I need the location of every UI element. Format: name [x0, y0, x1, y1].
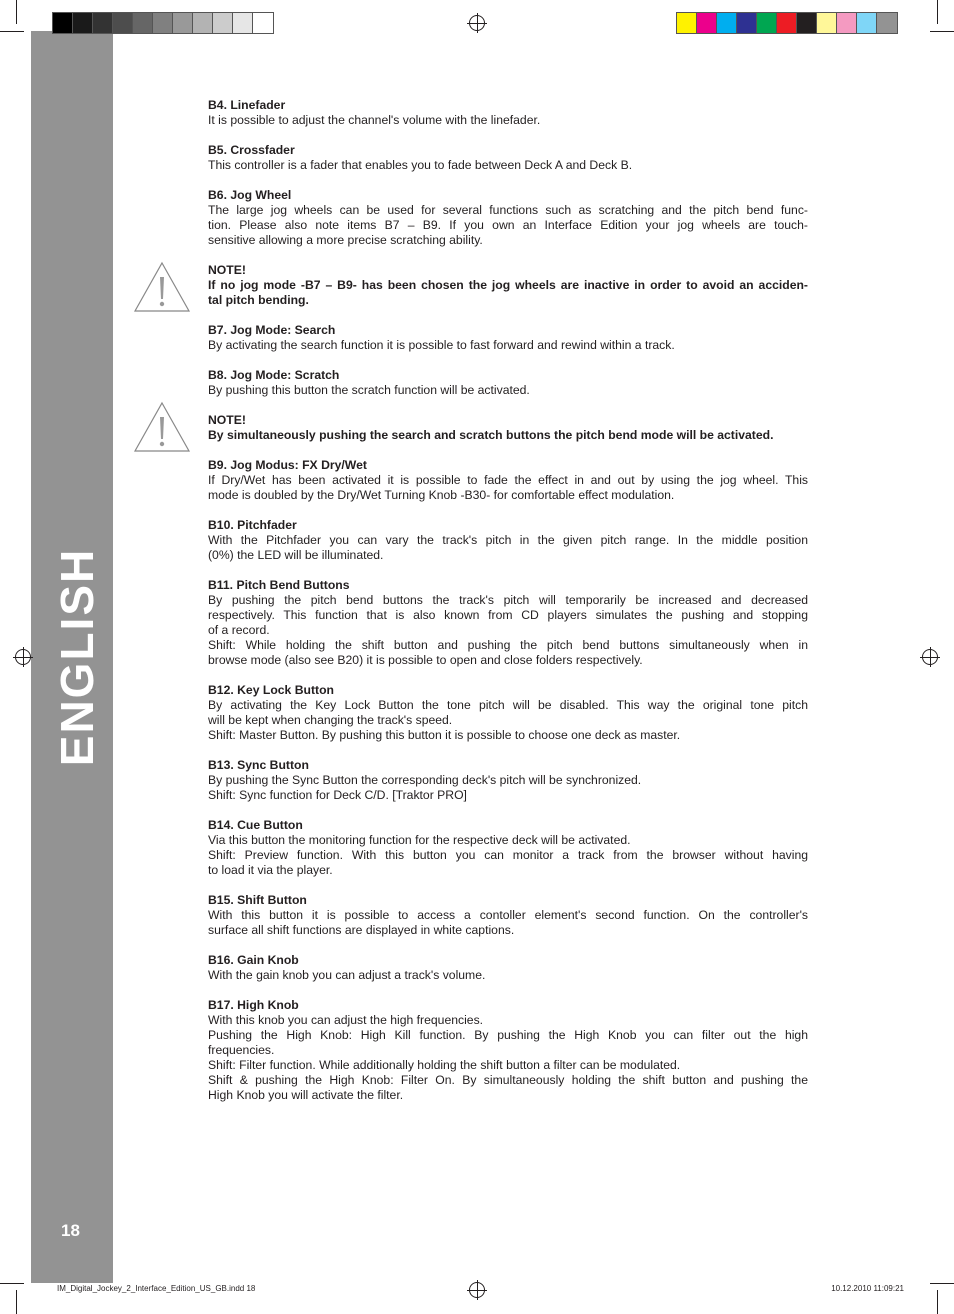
section-heading: B10. Pitchfader — [208, 518, 297, 532]
section-heading: B17. High Knob — [208, 998, 299, 1012]
text-line: respectively. This function that is also known from CD players simulates the pushing and stopping — [208, 608, 808, 622]
text-line: Pushing the High Knob: High Kill function. By pushing the High Knob you can filter out the high — [208, 1028, 808, 1042]
section-heading: B15. Shift Button — [208, 893, 307, 907]
section — [208, 458, 808, 503]
text-line: tal pitch bending. — [208, 293, 309, 307]
registration-mark-icon — [15, 649, 31, 665]
grayscale-calibration-bar — [52, 12, 274, 34]
text-line: Shift: Sync function for Deck C/D. [Traktor PRO] — [208, 788, 467, 802]
color-swatch — [173, 13, 193, 33]
section — [208, 818, 808, 878]
note-heading: NOTE! — [208, 413, 246, 427]
section-heading: B14. Cue Button — [208, 818, 303, 832]
text-line: By activating the Key Lock Button the tone pitch will be disabled. This way the original tone pitch — [208, 698, 808, 712]
section — [208, 998, 808, 1103]
section — [208, 518, 808, 563]
section — [208, 758, 808, 803]
section — [208, 188, 808, 248]
section — [208, 368, 808, 398]
text-line: Shift: Preview function. With this button you can monitor a track from the browser without having — [208, 848, 808, 862]
color-swatch — [717, 13, 737, 33]
text-line: This controller is a fader that enables you to fade between Deck A and Deck B. — [208, 158, 633, 172]
text-line: With the gain knob you can adjust a track's volume. — [208, 968, 486, 982]
text-line: By pushing this button the scratch function will be activated. — [208, 383, 530, 397]
crop-mark — [930, 1283, 954, 1284]
color-swatch — [677, 13, 697, 33]
crop-mark — [0, 1283, 24, 1284]
text-line: Shift: Filter function. While additionally holding the shift button a filter can be modulated. — [208, 1058, 681, 1072]
text-line: sensitive allowing a more precise scratching ability. — [208, 233, 483, 247]
color-swatch — [697, 13, 717, 33]
text-line: mode is doubled by the Dry/Wet Turning Knob -B30- for comfortable effect modulation. — [208, 488, 675, 502]
text-line: If Dry/Wet has been activated it is possible to fade the effect in and out by using the jog wheel. This — [208, 473, 808, 487]
color-calibration-bar — [676, 12, 898, 34]
language-label: ENGLISH — [51, 547, 103, 767]
footer-filename: IM_Digital_Jockey_2_Interface_Edition_US_GB.indd 18 — [57, 1284, 256, 1293]
color-swatch — [73, 13, 93, 33]
crop-mark — [16, 1290, 17, 1314]
text-line: With this knob you can adjust the high frequencies. — [208, 1013, 484, 1027]
color-swatch — [797, 13, 817, 33]
color-swatch — [877, 13, 897, 33]
text-line: tion. Please also note items B7 – B9. If you own an Interface Edition your jog wheels are touch- — [208, 218, 808, 232]
text-line: of a record. — [208, 623, 270, 637]
text-line: frequencies. — [208, 1043, 275, 1057]
section-heading: B11. Pitch Bend Buttons — [208, 578, 350, 592]
crop-mark — [16, 0, 17, 24]
text-line: With this button it is possible to access a contoller element's second function. On the controller's — [208, 908, 808, 922]
section-heading: B5. Crossfader — [208, 143, 295, 157]
color-swatch — [837, 13, 857, 33]
color-swatch — [93, 13, 113, 33]
color-swatch — [233, 13, 253, 33]
text-line: Shift: While holding the shift button and pushing the pitch bend buttons simultaneously when in — [208, 638, 808, 652]
color-swatch — [113, 13, 133, 33]
color-swatch — [133, 13, 153, 33]
section-heading: B7. Jog Mode: Search — [208, 323, 336, 337]
warning-icon — [133, 261, 191, 313]
color-swatch — [737, 13, 757, 33]
color-swatch — [193, 13, 213, 33]
section — [208, 143, 808, 173]
warning-icon — [133, 401, 191, 453]
section — [208, 323, 808, 353]
color-swatch — [213, 13, 233, 33]
crop-mark — [937, 0, 938, 24]
registration-mark-icon — [469, 15, 485, 31]
section — [208, 98, 808, 128]
section — [208, 683, 808, 743]
text-line: Shift & pushing the High Knob: Filter On. By simultaneously holding the shift button and pushing the — [208, 1073, 808, 1087]
text-line: By activating the search function it is possible to fast forward and rewind within a track. — [208, 338, 675, 352]
text-line: High Knob you will activate the filter. — [208, 1088, 404, 1102]
text-line: will be kept when changing the track's speed. — [208, 713, 453, 727]
text-line: (0%) the LED will be illuminated. — [208, 548, 384, 562]
registration-mark-icon — [922, 649, 938, 665]
section-heading: B4. Linefader — [208, 98, 286, 112]
crop-mark — [930, 31, 954, 32]
color-swatch — [53, 13, 73, 33]
color-swatch — [153, 13, 173, 33]
section — [208, 893, 808, 938]
registration-mark-icon — [469, 1282, 485, 1298]
section-heading: B16. Gain Knob — [208, 953, 299, 967]
section-heading: B8. Jog Mode: Scratch — [208, 368, 340, 382]
text-line: By simultaneously pushing the search and scratch buttons the pitch bend mode will be activated. — [208, 428, 774, 442]
note-heading: NOTE! — [208, 263, 246, 277]
section — [208, 953, 808, 983]
color-swatch — [777, 13, 797, 33]
crop-mark — [937, 1290, 938, 1314]
note-section — [208, 413, 808, 443]
section — [208, 578, 808, 668]
section-heading: B6. Jog Wheel — [208, 188, 292, 202]
footer-timestamp: 10.12.2010 11:09:21 — [831, 1284, 904, 1293]
document-body — [208, 98, 808, 1118]
crop-mark — [0, 31, 24, 32]
text-line: The large jog wheels can be used for several functions such as scratching and the pitch bend func- — [208, 203, 808, 217]
text-line: By pushing the pitch bend buttons the track's pitch will temporarily be increased and decreased — [208, 593, 808, 607]
text-line: It is possible to adjust the channel's volume with the linefader. — [208, 113, 541, 127]
text-line: Via this button the monitoring function for the respective deck will be activated. — [208, 833, 631, 847]
section-heading: B12. Key Lock Button — [208, 683, 334, 697]
text-line: browse mode (also see B20) it is possible to open and close folders respectively. — [208, 653, 643, 667]
color-swatch — [817, 13, 837, 33]
text-line: surface all shift functions are displayed in white captions. — [208, 923, 515, 937]
section-heading: B9. Jog Modus: FX Dry/Wet — [208, 458, 367, 472]
color-swatch — [857, 13, 877, 33]
text-line: If no jog mode -B7 – B9- has been chosen the jog wheels are inactive in order to avoid an acciden- — [208, 278, 808, 292]
text-line: By pushing the Sync Button the corresponding deck's pitch will be synchronized. — [208, 773, 642, 787]
text-line: to load it via the player. — [208, 863, 333, 877]
note-section — [208, 263, 808, 308]
text-line: With the Pitchfader you can vary the track's pitch in the given pitch range. In the middle position — [208, 533, 808, 547]
text-line: Shift: Master Button. By pushing this button it is possible to choose one deck as master. — [208, 728, 681, 742]
page-number: 18 — [61, 1221, 80, 1240]
color-swatch — [253, 13, 273, 33]
color-swatch — [757, 13, 777, 33]
section-heading: B13. Sync Button — [208, 758, 309, 772]
